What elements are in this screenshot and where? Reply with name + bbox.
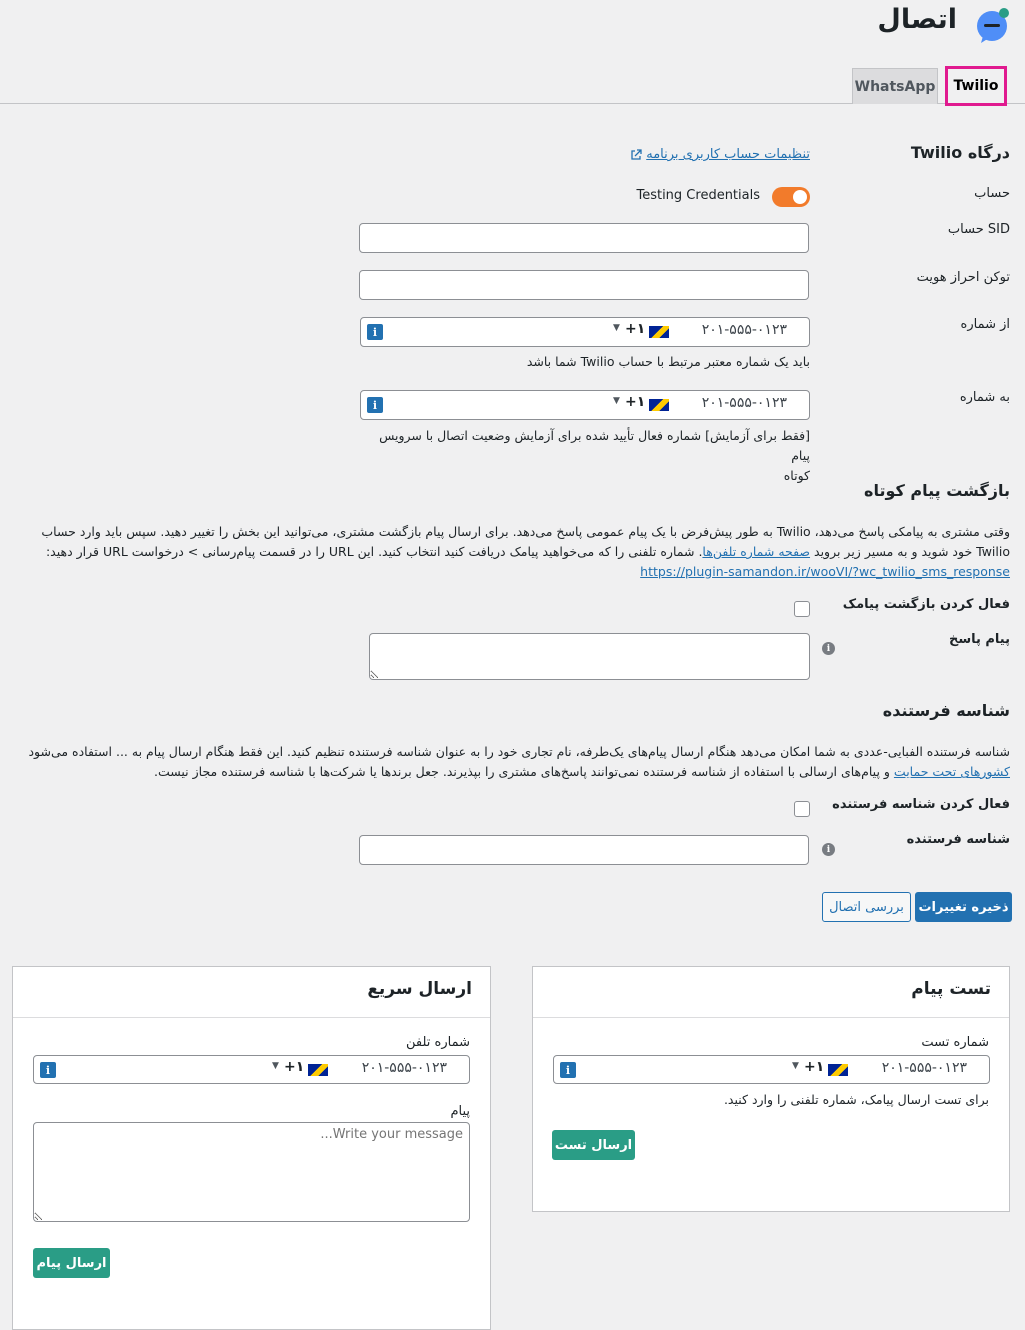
- test-phone-hint: برای تست ارسال پیامک، شماره تلفنی را وارد کنید.: [723, 1092, 989, 1107]
- sms-return-para-1: وقتی مشتری به پیامکی پاسخ می‌دهد، Twilio به طور پیش‌فرض با یک پیام عمومی پاسخ می‌دهد. برای ارسال پیام بازگشت مشتری، می‌توانید این بخش را تغییر دهید. سپس باید وارد حساب: [41, 524, 1010, 539]
- sender-id-description: [20, 742, 1010, 782]
- quick-phone-label: شماره تلفن: [406, 1035, 470, 1050]
- card-header: [533, 967, 1009, 1018]
- reply-message-textarea[interactable]: [369, 633, 810, 680]
- to-hint: [360, 426, 810, 486]
- sender-para-2: [20, 762, 1010, 782]
- chevron-down-icon[interactable]: ▼: [272, 1061, 279, 1071]
- help-icon[interactable]: i: [822, 843, 835, 856]
- page-title: اتصال: [877, 4, 957, 35]
- phone-placeholder: ۲۰۱-۵۵۵-۰۱۲۳: [881, 1060, 967, 1076]
- flag-icon: [308, 1064, 328, 1076]
- testing-credentials-toggle[interactable]: [772, 187, 810, 207]
- sms-return-para-2b: . شماره تلفنی را که می‌خواهید پیامک دریافت کنید انتخاب کنید. این URL را در قسمت پیام‌رسانی > درخواست URL قرار دهید:: [45, 544, 703, 559]
- flag-icon: [828, 1064, 848, 1076]
- country-code: +۱: [284, 1059, 305, 1075]
- card-title: تست پیام: [911, 979, 991, 999]
- reply-message-label: پیام پاسخ: [948, 632, 1010, 647]
- chevron-down-icon[interactable]: ▼: [613, 396, 620, 406]
- account-label: حساب: [974, 186, 1010, 201]
- tab-whatsapp[interactable]: WhatsApp: [852, 68, 938, 104]
- supported-countries-link[interactable]: کشورهای تحت حمایت: [893, 764, 1010, 779]
- send-test-button[interactable]: ارسال تست: [552, 1130, 635, 1160]
- enable-sms-return-checkbox[interactable]: [794, 601, 810, 617]
- tab-twilio[interactable]: Twilio: [945, 66, 1007, 106]
- card-title: ارسال سریع: [367, 979, 472, 999]
- settings-link-label: تنظیمات حساب کاربری برنامه: [646, 147, 810, 162]
- token-input[interactable]: [359, 270, 809, 300]
- sender-id-input[interactable]: [359, 835, 809, 865]
- enable-sms-return-label: فعال کردن بازگشت پیامک: [842, 597, 1010, 612]
- check-connection-button[interactable]: بررسی اتصال: [822, 892, 911, 922]
- sms-return-para-2a: Twilio خود شوید و به مسیر زیر بروید: [810, 544, 1010, 559]
- sender-para-1: شناسه فرستنده الفبایی-عددی به شما امکان می‌دهد هنگام ارسال پیام‌های یک‌طرفه، نام تجاری خود را به عنوان شناسه فرستنده تنظیم کنید. این فقط هنگام ارسال پیام به ... استفاده می‌شود: [28, 744, 1010, 759]
- enable-sender-id-label: فعال کردن شناسه فرستنده: [832, 797, 1010, 812]
- sender-para-2-text: و پیام‌های ارسالی با استفاده از شناسه فرستنده نمی‌توانند پاسخ‌های مشتری را بپذیرند. جعل برندها یا شرکت‌ها با شناسه فرستنده مجاز نیست.: [154, 764, 894, 779]
- message-label: پیام: [450, 1104, 470, 1119]
- phone-placeholder: ۲۰۱-۵۵۵-۰۱۲۳: [701, 322, 787, 338]
- message-textarea[interactable]: [33, 1122, 470, 1222]
- token-label: توکن احراز هویت: [916, 270, 1010, 285]
- info-icon[interactable]: i: [560, 1062, 576, 1078]
- info-icon[interactable]: i: [40, 1062, 56, 1078]
- test-phone-label: شماره تست: [921, 1035, 989, 1050]
- info-icon[interactable]: i: [367, 324, 383, 340]
- chevron-down-icon[interactable]: ▼: [613, 323, 620, 333]
- sms-return-heading: بازگشت پیام کوتاه: [864, 481, 1010, 500]
- sms-return-para-2: [20, 542, 1010, 562]
- gateway-heading: درگاه Twilio: [910, 143, 1010, 162]
- to-hint-line-2: کوتاه: [783, 468, 810, 483]
- sender-id-label: شناسه فرستنده: [906, 832, 1010, 847]
- country-code: +۱: [804, 1059, 825, 1075]
- test-phone-input[interactable]: [553, 1055, 990, 1084]
- testing-credentials-label: Testing Credentials: [636, 188, 760, 203]
- sid-label: SID حساب: [947, 222, 1010, 237]
- to-label: به شماره: [959, 390, 1010, 405]
- info-icon[interactable]: i: [367, 397, 383, 413]
- sms-return-description: [20, 522, 1010, 582]
- chat-bubble-icon: [973, 6, 1011, 44]
- response-url-link[interactable]: https://plugin-samandon.ir/wooVI/?wc_twilio_sms_response: [640, 564, 1010, 579]
- send-message-button[interactable]: ارسال پیام: [33, 1248, 110, 1278]
- phone-numbers-page-link[interactable]: صفحه شماره تلفن‌ها: [702, 544, 811, 559]
- card-header: [13, 967, 490, 1018]
- help-icon[interactable]: i: [822, 642, 835, 655]
- from-hint: باید یک شماره معتبر مرتبط با حساب Twilio شما باشد: [526, 354, 810, 369]
- country-code: +۱: [625, 321, 646, 337]
- to-hint-line-1: [فقط برای آزمایش] شماره فعال تأیید شده برای آزمایش وضعیت اتصال با سرویس پیام: [379, 428, 810, 463]
- to-phone-input[interactable]: [360, 390, 810, 420]
- flag-icon: [649, 326, 669, 338]
- chevron-down-icon[interactable]: ▼: [792, 1061, 799, 1071]
- sender-id-heading: شناسه فرستنده: [882, 701, 1010, 720]
- save-changes-button[interactable]: ذخیره تغییرات: [915, 892, 1012, 922]
- external-link-icon: [630, 149, 642, 161]
- quick-send-card: [12, 966, 491, 1330]
- flag-icon: [649, 399, 669, 411]
- quick-phone-input[interactable]: [33, 1055, 470, 1084]
- from-phone-input[interactable]: [360, 317, 810, 347]
- test-message-card: [532, 966, 1010, 1212]
- sid-input[interactable]: [359, 223, 809, 253]
- phone-placeholder: ۲۰۱-۵۵۵-۰۱۲۳: [361, 1060, 447, 1076]
- country-code: +۱: [625, 394, 646, 410]
- settings-link[interactable]: [630, 147, 810, 162]
- from-label: از شماره: [960, 317, 1010, 332]
- phone-placeholder: ۲۰۱-۵۵۵-۰۱۲۳: [701, 395, 787, 411]
- enable-sender-id-checkbox[interactable]: [794, 801, 810, 817]
